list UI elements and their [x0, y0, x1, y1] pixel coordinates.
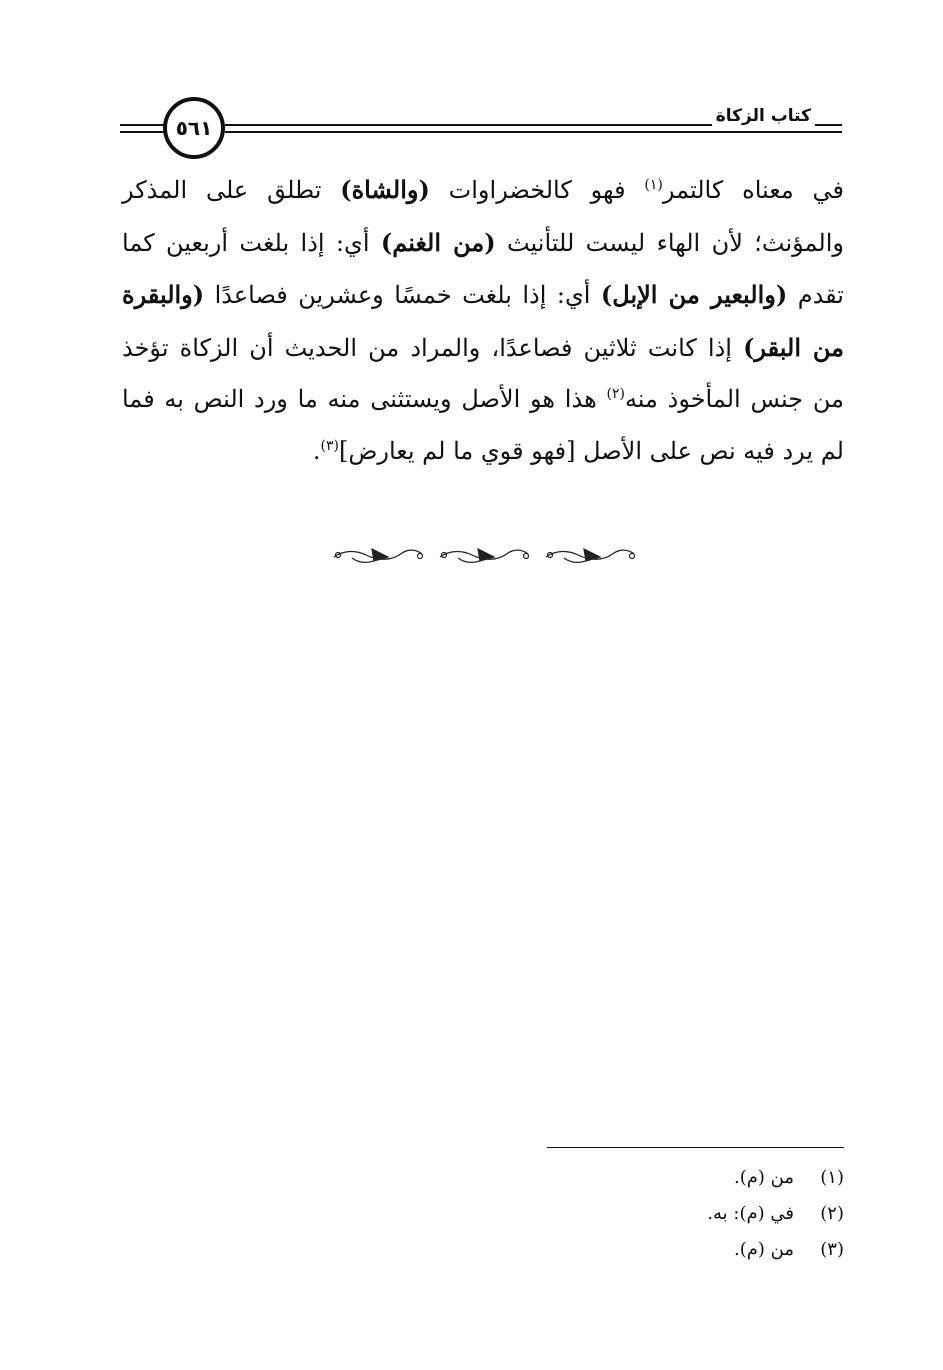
footnote-ref-2[interactable]: (٢) — [606, 386, 625, 402]
footnote-separator — [547, 1147, 844, 1148]
ornament-unit — [334, 549, 423, 562]
bold-term: (والبعير من الإبل) — [600, 280, 788, 309]
footnote-item — [424, 1232, 844, 1268]
header-rule-left-bottom — [120, 131, 166, 133]
text-run: . — [312, 436, 321, 465]
footnote-ref-3[interactable]: (٣) — [320, 437, 340, 454]
bold-term: (والبقرة من البقر) — [122, 280, 844, 362]
text-run: في معناه كالتمر — [662, 176, 845, 204]
footnote-item — [424, 1196, 844, 1232]
text-run: أي: إذا بلغت خمسًا وعشرين فصاعدًا — [204, 281, 601, 309]
text-run: هذا هو الأصل ويستثنى منه ما ورد النص به فما لم يرد فيه نص على الأصل [فهو قوي ما لم يعارض] — [122, 385, 844, 465]
footnote-text: من (م). — [734, 1167, 794, 1188]
body-paragraph — [122, 164, 844, 477]
footnote-number: (١) — [820, 1167, 844, 1188]
text-run: إذا كانت ثلاثين فصاعدًا، والمراد من الحديث أن الزكاة تؤخذ من جنس المأخوذ منه — [122, 333, 844, 413]
footnote-item — [424, 1160, 844, 1196]
text-run: فهو كالخضراوات — [429, 176, 645, 204]
header-rule-right-bottom — [225, 131, 842, 133]
ornament-unit — [440, 549, 529, 562]
text-run: تطلق على المذكر والمؤنث؛ لأن الهاء ليست للتأنيث — [122, 176, 844, 257]
bold-term: (من الغنم) — [380, 227, 496, 257]
ornament-divider-icon — [330, 540, 640, 570]
page-number: ٥٦١ — [163, 97, 225, 159]
footnotes — [424, 1160, 844, 1268]
ornament-unit — [546, 549, 635, 562]
footnote-text: في (م): به. — [707, 1203, 794, 1224]
header-rule-left-top — [120, 124, 166, 126]
footnote-text: من (م). — [734, 1239, 794, 1260]
footnote-number: (٢) — [820, 1203, 844, 1224]
footnote-number: (٣) — [820, 1239, 844, 1260]
bold-term: (والشاة) — [340, 175, 430, 204]
text-run: أي: إذا بلغت أربعين كما تقدم — [122, 228, 844, 309]
footnote-ref-1[interactable]: (١) — [644, 177, 663, 193]
running-header-title: كتاب الزكاة — [712, 106, 815, 126]
